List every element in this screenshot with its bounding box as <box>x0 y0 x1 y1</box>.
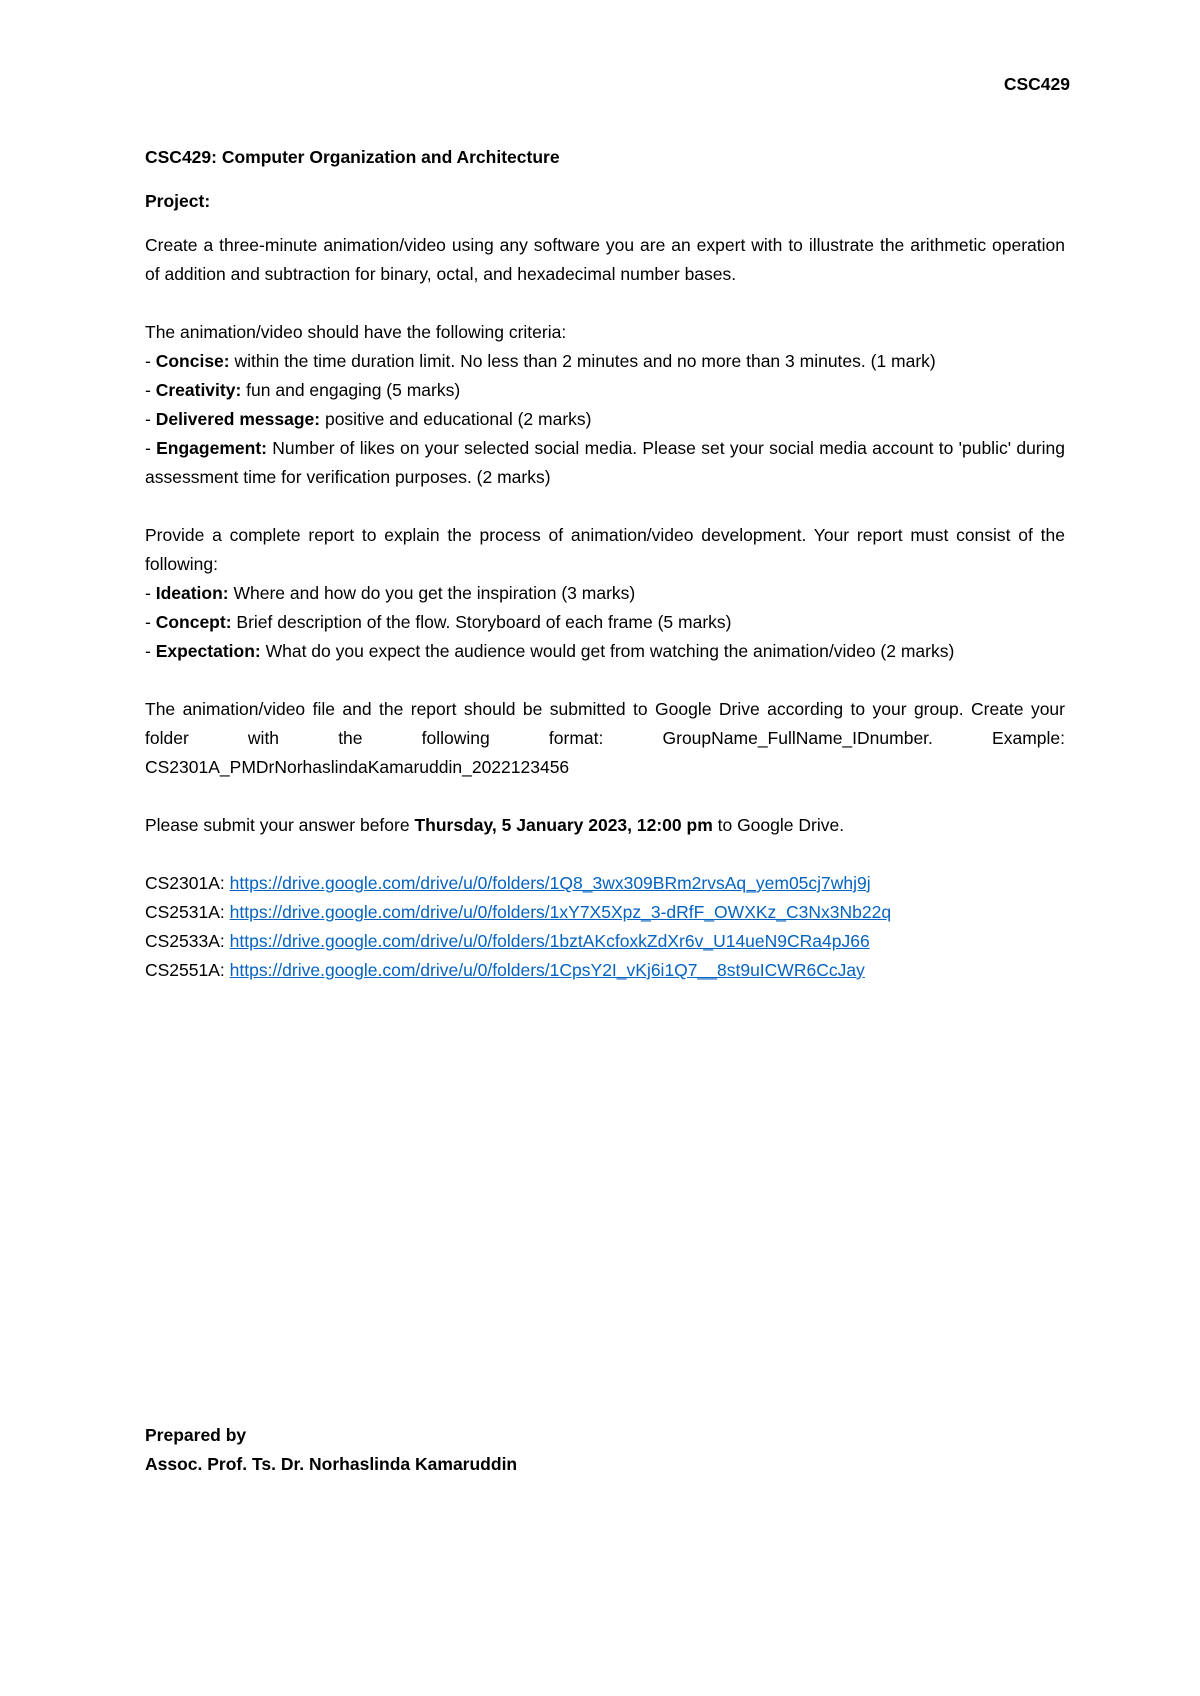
criteria-item-prefix: - <box>145 351 156 371</box>
criteria-item-label: Delivered message: <box>155 409 321 429</box>
criteria-heading: The animation/video should have the following criteria: <box>145 322 567 342</box>
group-code: CS2531A: <box>145 902 230 922</box>
criteria-item-prefix: - <box>145 409 156 429</box>
drive-links <box>145 869 1065 985</box>
group-code: CS2551A: <box>145 960 230 980</box>
report-item-label: Concept: <box>155 612 232 632</box>
criteria-item-text: within the time duration limit. No less than 2 minutes and no more than 3 minutes. (1 mark) <box>229 351 936 371</box>
submission-deadline <box>145 811 1065 840</box>
drive-link-cs2301a[interactable]: https://drive.google.com/drive/u/0/folders/1Q8_3wx309BRm2rvsAq_yem05cj7whj9j <box>229 873 871 893</box>
author-name: Assoc. Prof. Ts. Dr. Norhaslinda Kamaruddin <box>145 1454 518 1474</box>
header-course-code: CSC429 <box>1003 74 1070 94</box>
criteria-item-prefix: - <box>145 380 156 400</box>
drive-link-cs2551a[interactable]: https://drive.google.com/drive/u/0/folders/1CpsY2I_vKj6i1Q7__8st9uICWR6CcJay <box>229 960 865 980</box>
deadline-date: Thursday, 5 January 2023, 12:00 pm <box>414 815 713 835</box>
criteria-item-label: Engagement: <box>156 438 267 458</box>
criteria-item-text: fun and engaging (5 marks) <box>241 380 461 400</box>
drive-link-row-cs2533a <box>145 927 1065 956</box>
project-label: Project: <box>145 191 211 211</box>
report-item-expectation <box>145 637 1065 666</box>
report-item-text: What do you expect the audience would get from watching the animation/video (2 marks) <box>260 641 955 661</box>
criteria-item-text: Number of likes on your selected social media. Please set your social media account to 'public' during assessment time for verification purposes. (2 marks) <box>145 438 1065 487</box>
prepared-by-label: Prepared by <box>145 1425 247 1445</box>
drive-link-row-cs2531a <box>145 898 1065 927</box>
drive-link-cs2533a[interactable]: https://drive.google.com/drive/u/0/folders/1bztAKcfoxkZdXr6v_U14ueN9CRa4pJ66 <box>229 931 870 951</box>
report-item-prefix: - <box>145 612 156 632</box>
criteria-item-delivered-message <box>145 405 1065 434</box>
deadline-prefix: Please submit your answer before <box>145 815 415 835</box>
drive-link-cs2531a[interactable]: https://drive.google.com/drive/u/0/folders/1xY7X5Xpz_3-dRfF_OWXKz_C3Nx3Nb22q <box>229 902 892 922</box>
criteria-item-concise <box>145 347 1065 376</box>
report-item-label: Ideation: <box>155 583 229 603</box>
report-item-text: Brief description of the flow. Storyboard of each frame (5 marks) <box>231 612 732 632</box>
document-body <box>145 143 1065 985</box>
project-intro: Create a three-minute animation/video using any software you are an expert with to illustrate the arithmetic operation of addition and subtraction for binary, octal, and hexadecimal number bases. <box>145 235 1065 284</box>
criteria-item-label: Creativity: <box>155 380 242 400</box>
report-item-prefix: - <box>145 583 156 603</box>
report-item-concept <box>145 608 1065 637</box>
submission-instructions: The animation/video file and the report should be submitted to Google Drive according to your group. Create your folder with the following format: GroupName_FullName_IDnumber. Example: CS2301A_PMDrNorhaslindaKamaruddin_2022123456 <box>145 699 1065 777</box>
report-section <box>145 521 1065 666</box>
criteria-section <box>145 318 1065 492</box>
criteria-item-label: Concise: <box>155 351 230 371</box>
drive-link-row-cs2551a <box>145 956 1065 985</box>
group-code: CS2533A: <box>145 931 230 951</box>
signature-block <box>145 1421 517 1479</box>
report-item-label: Expectation: <box>155 641 261 661</box>
criteria-item-engagement <box>145 434 1065 492</box>
report-item-prefix: - <box>145 641 156 661</box>
group-code: CS2301A: <box>145 873 230 893</box>
criteria-item-creativity <box>145 376 1065 405</box>
criteria-item-prefix: - <box>145 438 157 458</box>
report-item-text: Where and how do you get the inspiration (3 marks) <box>228 583 636 603</box>
report-item-ideation <box>145 579 1065 608</box>
report-heading: Provide a complete report to explain the process of animation/video development. Your report must consist of the following: <box>145 525 1065 574</box>
document-title: CSC429: Computer Organization and Architecture <box>145 147 560 167</box>
drive-link-row-cs2301a <box>145 869 1065 898</box>
criteria-item-text: positive and educational (2 marks) <box>320 409 592 429</box>
deadline-suffix: to Google Drive. <box>712 815 845 835</box>
